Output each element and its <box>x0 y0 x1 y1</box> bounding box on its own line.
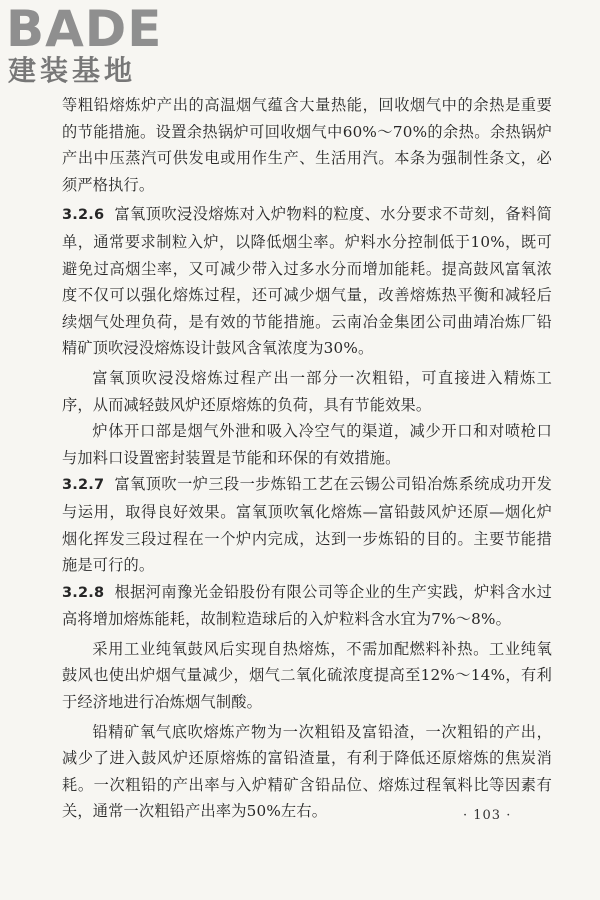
clause-3-2-6 <box>62 201 552 362</box>
paragraph-text: 炉体开口部是烟气外泄和吸入冷空气的渠道，减少开口和对喷枪口与加料口设置密封装置是节能和环保的有效措施。 <box>62 422 552 467</box>
page-body <box>62 92 552 825</box>
clause-3-2-7 <box>62 471 552 578</box>
clause-number: 3.2.8 <box>62 584 105 601</box>
clause-number: 3.2.7 <box>62 477 105 494</box>
paragraph <box>62 365 552 418</box>
brand-logo <box>6 0 178 88</box>
paragraph <box>62 636 552 716</box>
paragraph-continuation <box>62 92 552 198</box>
paragraph-text: 富氧顶吹浸没熔炼对入炉物料的粒度、水分要求不苛刻，备料简单，通常要求制粒入炉，以降低烟尘率。炉料水分控制低于10%，既可避免过高烟尘率，又可减少带入过多水分而增加能耗。提高鼓风富氧浓度不仅可以强化熔炼过程，还可减少烟气量，改善熔炼热平衡和减轻后续烟气处理负荷，是有效的节能措施。云南冶金集团公司曲靖冶炼厂铅精矿顶吹浸没熔炼设计鼓风含氧浓度为30%。 <box>62 205 552 358</box>
paragraph-text: 富氧顶吹一炉三段一步炼铅工艺在云锡公司铅冶炼系统成功开发与运用，取得良好效果。富氧顶吹氧化熔炼—富铅鼓风炉还原—烟化炉烟化挥发三段过程在一个炉内完成，达到一步炼铅的目的。主要节能措施是可行的。 <box>62 475 552 575</box>
paragraph <box>62 418 552 471</box>
paragraph-text: 富氧顶吹浸没熔炼过程产出一部分一次粗铅，可直接进入精炼工序，从而减轻鼓风炉还原熔炼的负荷，具有节能效果。 <box>62 368 552 414</box>
paragraph-text: 根据河南豫光金铅股份有限公司等企业的生产实践，炉料含水过高将增加熔炼能耗，故制粒造球后的入炉粒料含水宜为7%～8%。 <box>62 582 552 629</box>
page-number: · 103 · <box>463 808 512 823</box>
paragraph-text: 等粗铅熔炼炉产出的高温烟气蕴含大量热能，回收烟气中的余热是重要的节能措施。设置余热锅炉可回收烟气中60%～70%的余热。余热锅炉产出中压蒸汽可供发电或用作生产、生活用汽。本条为强制性条文，必须严格执行。 <box>62 96 552 194</box>
paragraph-text: 铅精矿氧气底吹熔炼产物为一次粗铅及富铅渣，一次粗铅的产出，减少了进入鼓风炉还原熔炼的富铅渣量，有利于降低还原熔炼的焦炭消耗。一次粗铅的产出率与入炉精矿含铅品位、熔炼过程氧料比等因素有关，通常一次粗铅产出率为50%左右。 <box>62 722 552 821</box>
paragraph-text: 采用工业纯氧鼓风后实现自热熔炼，不需加配燃料补热。工业纯氧鼓风也使出炉烟气量减少，烟气二氧化硫浓度提高至12%～14%，有利于经济地进行冶炼烟气制酸。 <box>62 639 552 712</box>
clause-number: 3.2.6 <box>62 207 105 224</box>
logo-subtitle: 建装基地 <box>8 54 137 87</box>
logo-wordmark: BADE <box>6 0 163 58</box>
clause-3-2-8 <box>62 579 552 633</box>
